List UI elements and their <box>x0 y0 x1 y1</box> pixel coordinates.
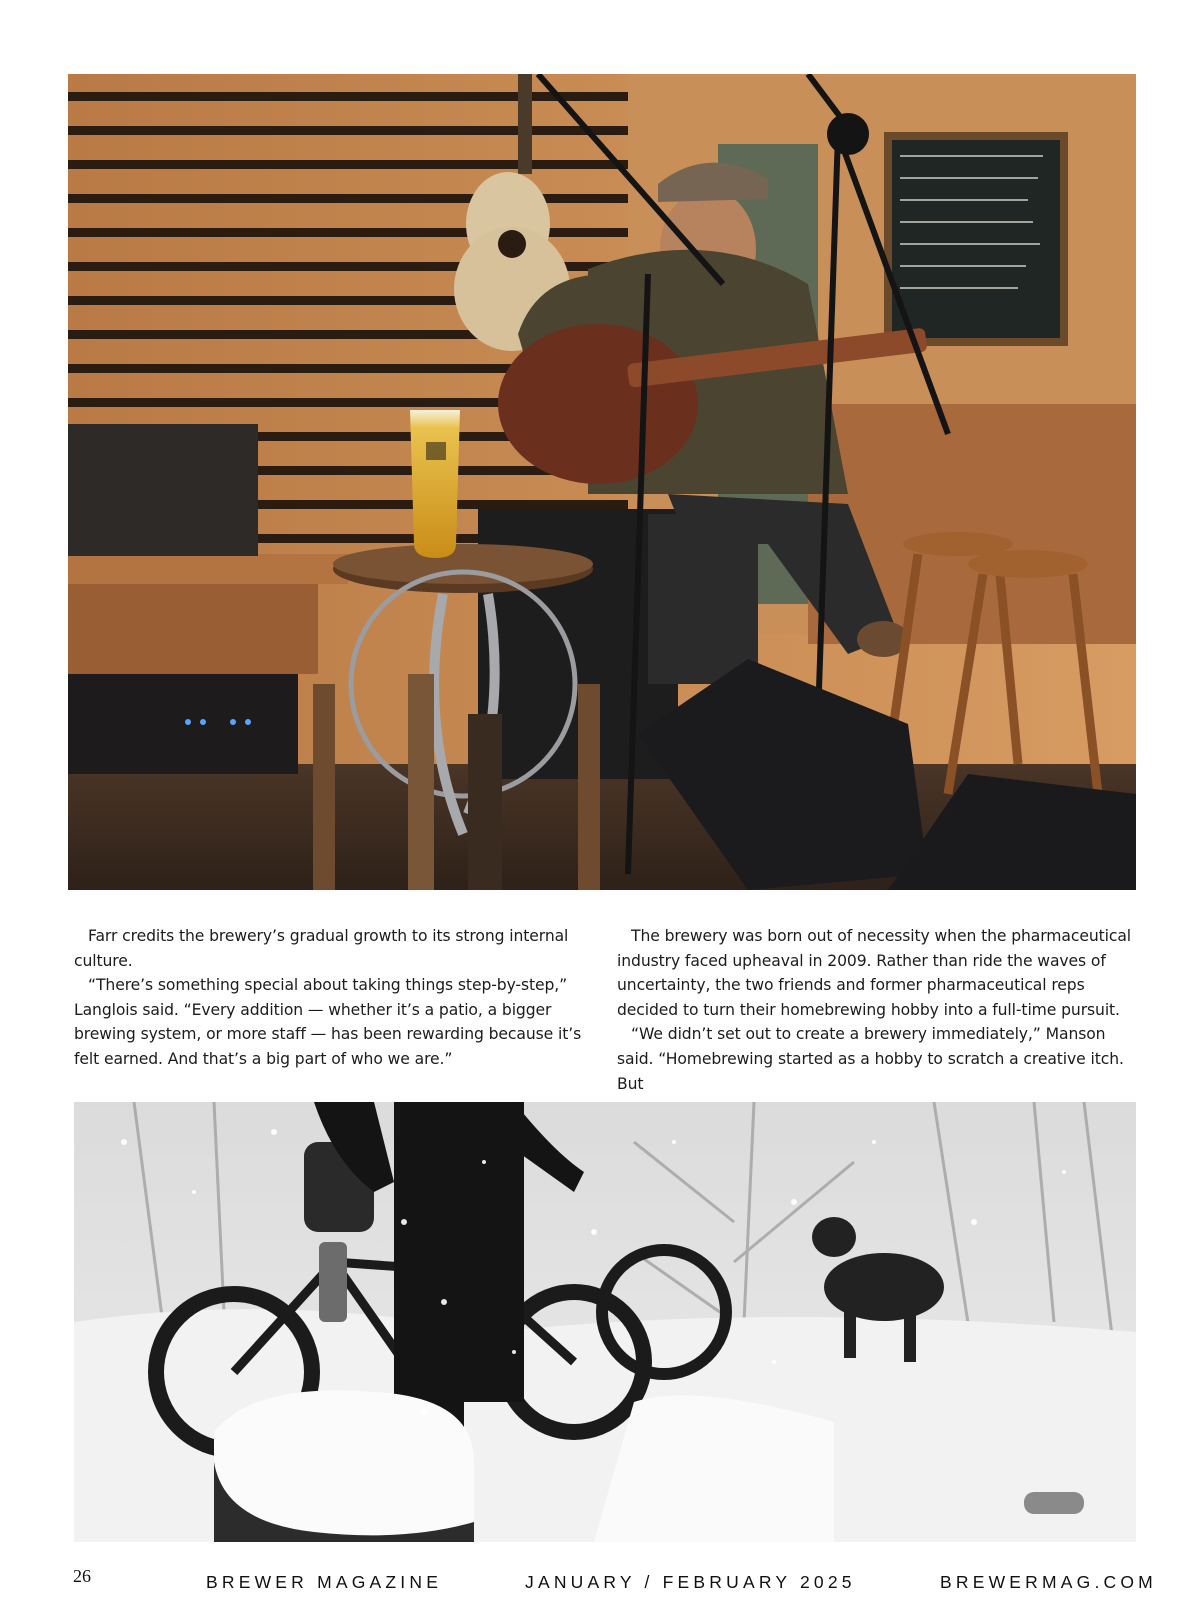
issue-date: JANUARY / FEBRUARY 2025 <box>525 1572 856 1592</box>
photo-snow-bikes <box>74 1102 1136 1542</box>
article-column-left <box>74 924 584 1072</box>
article-column-right <box>617 924 1135 1096</box>
beer-glass <box>410 410 460 558</box>
photo-snow-bikes-graphic <box>74 1102 1136 1542</box>
paragraph: “There’s something special about taking things step-by-step,” Langlois said. “Every addition — whether it’s a patio, a bigger brewing system, or more staff — has been rewarding because it’s felt earned. And that’s a big part of who we are.” <box>74 976 582 1068</box>
paragraph: Farr credits the brewery’s gradual growth to its strong internal culture. <box>74 927 569 970</box>
magazine-name: BREWER MAGAZINE <box>206 1572 443 1592</box>
photo-musician <box>68 74 1136 890</box>
website-link[interactable]: BREWERMAG.COM <box>940 1572 1157 1592</box>
paragraph: The brewery was born out of necessity when the pharmaceutical industry faced upheaval in 2009. Rather than ride the waves of uncertainty, the two friends and former pharmaceutical reps decided to turn their homebrewing hobby into a full-time pursuit. <box>617 927 1132 1019</box>
paragraph: “We didn’t set out to create a brewery immediately,” Manson said. “Homebrewing started as a hobby to scratch a creative itch. But <box>617 1025 1124 1093</box>
photo-musician-graphic <box>68 74 1136 890</box>
page-number: 26 <box>73 1566 91 1586</box>
page-footer <box>0 1568 1200 1598</box>
chalkboard <box>884 132 1068 346</box>
article-body <box>74 924 1136 1093</box>
